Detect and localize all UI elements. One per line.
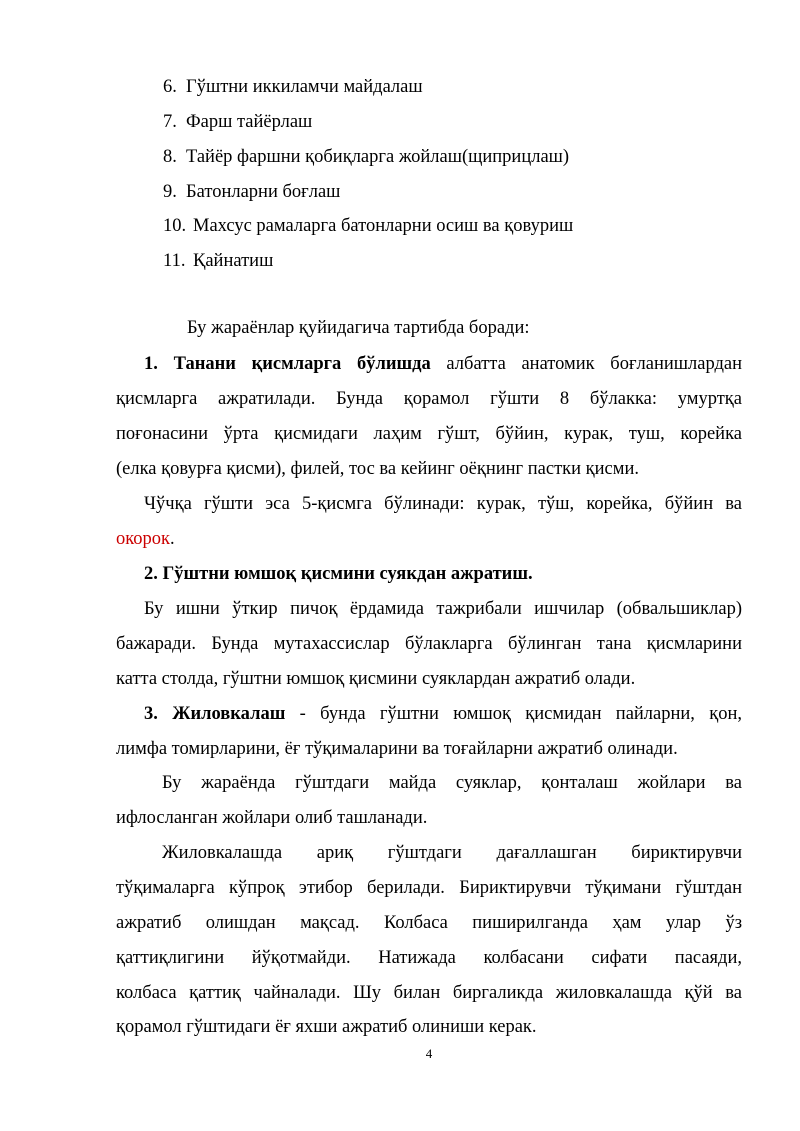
section-3-number: 3. [144,704,158,724]
text-line: окорок. [116,529,175,549]
list-item: 11. Қайнатиш [163,251,274,271]
section-3-title: Жиловкалаш [172,704,286,724]
text-line: колбаса қаттиқ чайналади. Шу билан биргаликда жиловкалашда қўй ва [116,983,742,1003]
text-line: Бу жараёнда гўштдаги майда суяклар, қонталаш жойлари ва [162,773,742,793]
text-line: лимфа томирларини, ёғ тўқималарини ва тоғайларни ажратиб олинади. [116,739,678,759]
text-line: Чўчқа гўшти эса 5-қисмга бўлинади: курак, тўш, корейка, бўйин ва [144,494,742,514]
text-line: ифлосланган жойлари олиб ташланади. [116,808,428,828]
highlighted-word: окорок [116,529,171,549]
section-2-number: 2. [144,564,158,584]
text-line: поғонасини ўрта қисмидаги лаҳим гўшт, бўйин, курак, туш, корейка [116,424,742,444]
section-2-title: Гўштни юмшоқ қисмини суякдан ажратиш. [162,564,533,584]
section-1-number: 1. [144,354,158,374]
section-3-heading-line: 3. Жиловкалаш - бунда гўштни юмшоқ қисмидан пайларни, қон, [144,704,743,724]
text-line: қаттиқлигини йўқотмайди. Натижада колбасани сифати пасаяди, [116,948,742,968]
text-line: катта столда, гўштни юмшоқ қисмини суяклардан ажратиб олади. [116,669,636,689]
intro-sentence: Бу жараёнлар қуйидагича тартибда боради: [187,318,530,338]
section-1-heading-line: 1. Танани қисмларга бўлишда албатта анатомик боғланишлардан [144,354,743,374]
list-item: 10. Махсус рамаларга батонларни осиш ва қовуриш [163,216,574,236]
text-line: Бу ишни ўткир пичоқ ёрдамида тажрибали ишчилар (обвальшиклар) [144,599,742,619]
text-line: тўқималарга кўпроқ этибор берилади. Бириктирувчи тўқимани гўштдан [116,878,742,898]
section-2-heading [144,564,742,585]
page-number: 4 [425,1046,433,1061]
text-line: бажаради. Бунда мутахассислар бўлакларга бўлинган тана қисмларини [116,634,742,654]
text-line: ажратиб олишдан мақсад. Колбаса пиширилганда ҳам улар ўз [116,913,742,933]
text-line: Жиловкалашда ариқ гўштдаги дағаллашган бириктирувчи [162,843,742,863]
list-item: 9. Батонларни боғлаш [163,182,341,202]
section-1-title: Танани қисмларга бўлишда [173,354,431,374]
list-item: 7. Фарш тайёрлаш [163,112,313,132]
list-item: 8. Тайёр фаршни қобиқларга жойлаш(щиприцлаш) [163,147,570,167]
text-line: (елка қовурға қисми), филей, тос ва кейинг оёқнинг пастки қисми. [116,459,639,479]
text-line: қорамол гўштидаги ёғ яхши ажратиб олиниши керак. [116,1017,537,1037]
text-line: қисмларга ажратилади. Бунда қорамол гўшти 8 бўлакка: умуртқа [116,389,742,409]
list-item: 6. Гўштни иккиламчи майдалаш [163,77,423,97]
